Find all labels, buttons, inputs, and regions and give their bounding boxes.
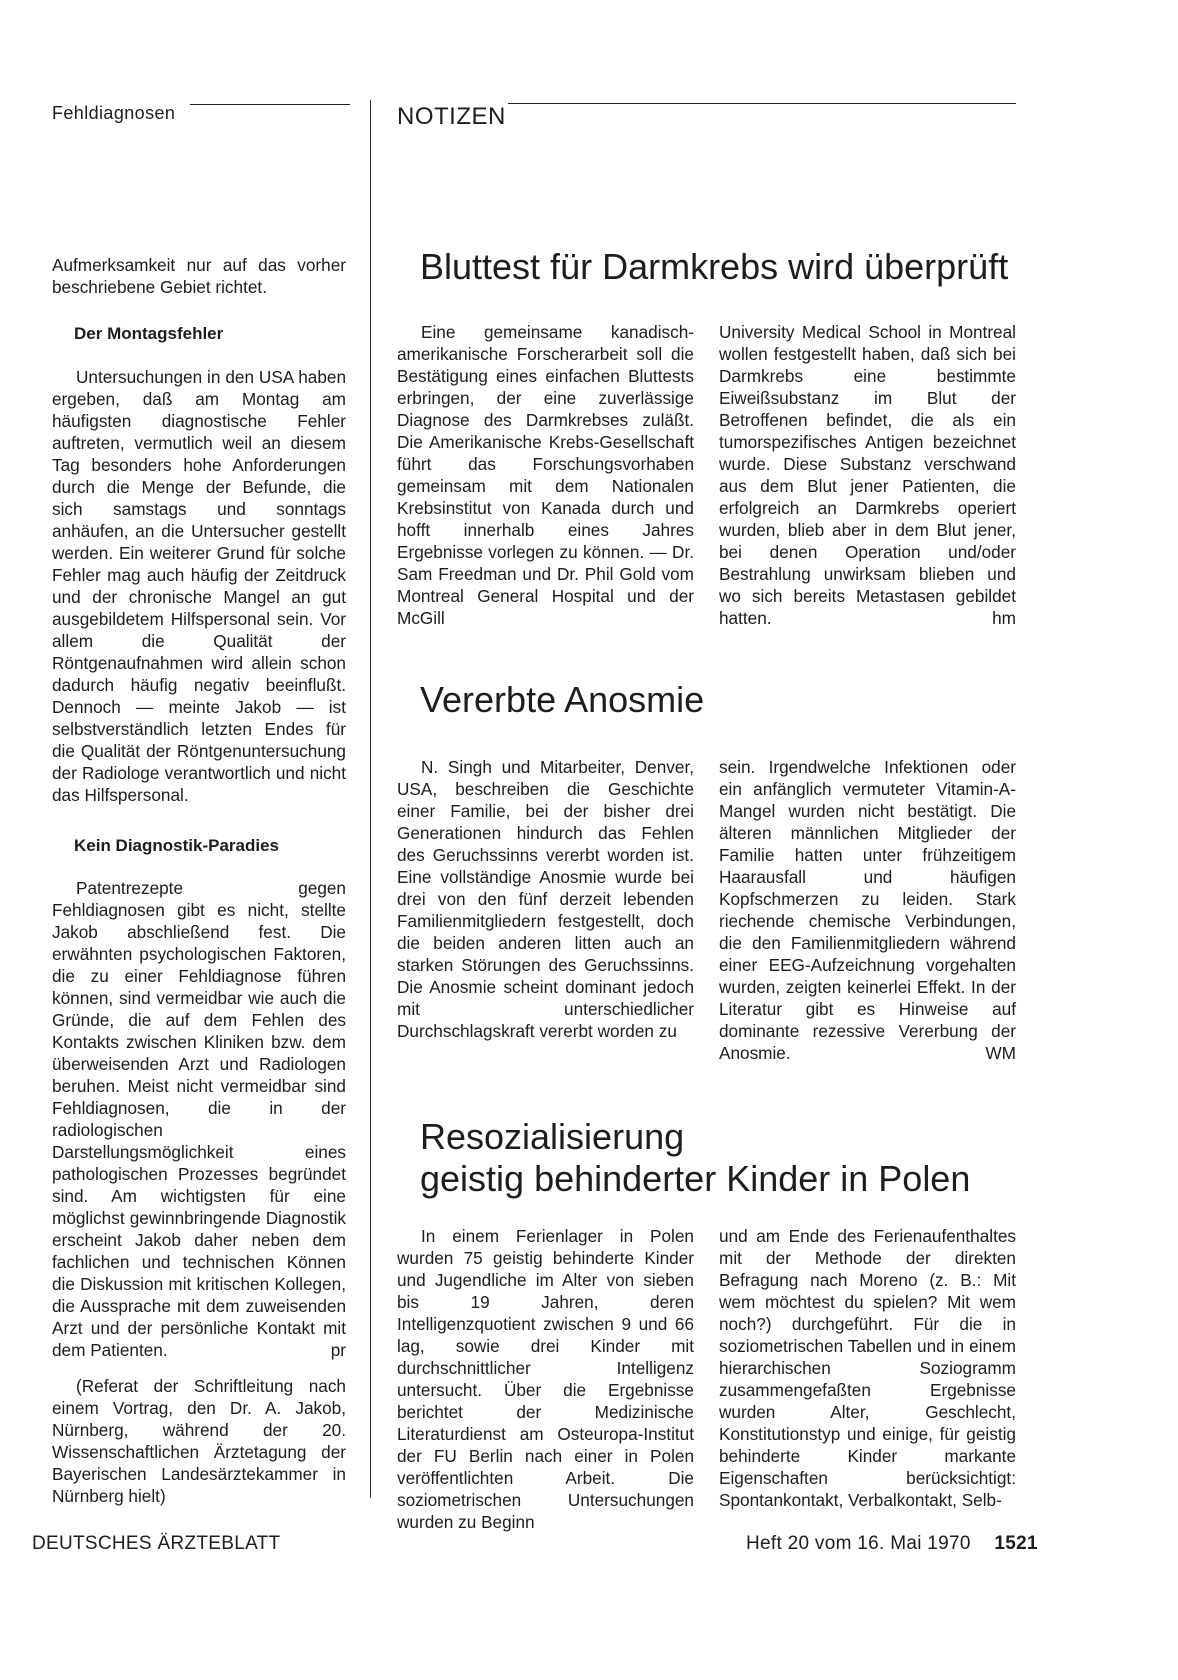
article2-col2 bbox=[719, 756, 1016, 1064]
column-divider bbox=[370, 100, 371, 1498]
section-label-rule bbox=[190, 104, 350, 105]
section-label: Fehldiagnosen bbox=[52, 103, 176, 123]
intro-text: Aufmerksamkeit nur auf das vorher beschriebene Gebiet richtet. bbox=[52, 255, 346, 297]
article1-headline: Bluttest für Darmkrebs wird überprüft bbox=[420, 246, 1009, 287]
footer-journal: DEUTSCHES ÄRZTEBLATT bbox=[32, 1533, 281, 1554]
article3-col1: In einem Ferienlager in Polen wurden 75 geistig behinderte Kinder und Jugendliche im Alter von sieben bis 19 Jahren, deren Intelligenzquotient zwischen 9 und 66 lag, sowie drei Kinder mit durchschnittlicher Intelligenz untersucht. Über die Ergebnisse berichtet der Medizinische Literaturdienst am Osteuropa-Institut der FU Berlin nach einer in Polen veröffentlichten Arbeit. Die soziometrischen Untersuchungen wurden zu Beginn bbox=[397, 1226, 694, 1532]
article1-col1: Eine gemeinsame kanadisch-amerikanische Forscherarbeit soll die Bestätigung eines einfachen Bluttests erbringen, der eine zuverlässige Diagnose des Darmkrebses zuläßt. Die Amerikanische Krebs-Gesellschaft führt das Forschungsvorhaben gemeinsam mit dem Nationalen Krebsinstitut von Kanada durch und hofft innerhalb eines Jahres Ergebnisse vorlegen zu können. — Dr. Sam Freedman und Dr. Phil Gold vom Montreal General Hospital und der McGill bbox=[397, 322, 694, 628]
article1-col2-text: University Medical School in Montreal wollen festgestellt haben, daß sich bei Darmkrebs eine bestimmte Eiweißsubstanz im Blut der Betroffenen befindet, die als ein tumorspezifisches Antigen bezeichnet wurde. Diese Substanz verschwand aus dem Blut jener Patienten, die erfolgreich an Darmkrebs operiert wurden, blieb aber in dem Blut jener, bei denen Operation und/oder Bestrahlung unwirksam blieben und wo sich bereits Metastasen gebildet hatten. bbox=[719, 322, 1016, 628]
section1-text: Untersuchungen in den USA haben ergeben, daß am Montag am häufigsten diagnostische Fehler auftreten, vermutlich weil an diesem Tag besonders hohe Anforderungen durch die Menge der Befunde, die sich samstags und sonntags anhäufen, an die Untersucher gestellt werden. Ein weiterer Grund für solche Fehler mag auch häufig der Zeitdruck und der chronische Mangel an gut ausgebildetem Hilfspersonal sein. Vor allem die Qualität der Röntgenaufnahmen wird allein schon dadurch häufig negativ beeinflußt. Dennoch — meinte Jakob — ist selbstverständlich letzten Endes für die Qualität der Röntgenuntersuchung der Radiologe verantwortlich und nicht das Hilfspersonal. bbox=[52, 367, 346, 805]
section2-body: Patentrezepte gegen Fehldiagnosen gibt es nicht, stellte Jakob abschließend fest. Die erwähnten psychologischen Faktoren, die zu einer Fehldiagnose führen können, sind vermeidbar wie auch die Gründe, die auf dem Fehlen des Kontakts zwischen Kliniken bzw. dem überweisenden Arzt und Radiologen beruhen. Meist nicht vermeidbar sind Fehldiagnosen, die in der radiologischen Darstellungsmöglichkeit eines pathologischen Prozesses begründet sind. Am wichtigsten für eine möglichst gewinnbringende Diagnostik erscheint Jakob daher neben dem fachlichen und technischen Können die Diskussion mit kritischen Kollegen, die Aussprache mit dem zuweisenden Arzt und der persönliche Kontakt mit dem Patienten. bbox=[52, 878, 346, 1360]
article1-col2 bbox=[719, 321, 1016, 629]
footer-issue bbox=[746, 1533, 1038, 1555]
notizen-rule bbox=[508, 103, 1016, 104]
section2-signature: pr bbox=[330, 1340, 346, 1360]
article3-headline-line1: Resozialisierung bbox=[420, 1116, 685, 1157]
section2-text bbox=[52, 877, 346, 1361]
section2-heading: Kein Diagnostik-Paradies bbox=[74, 836, 280, 855]
article2-headline: Vererbte Anosmie bbox=[420, 679, 705, 720]
article2-col1: N. Singh und Mitarbeiter, Denver, USA, beschreiben die Geschichte einer Familie, bei der bisher drei Generationen hindurch das Fehlen des Geruchssinns vererbt worden ist. Eine vollständige Anosmie wurde bei drei von den fünf derzeit lebenden Familienmitgliedern festgestellt, doch die beiden anderen litten auch an starken Störungen des Geruchssinns. Die Anosmie scheint dominant jedoch mit unterschiedlicher Durchschlagskraft vererbt worden zu bbox=[397, 757, 694, 1041]
article3-col2: und am Ende des Ferienaufenthaltes mit der Methode der direkten Befragung nach Moreno (z. B.: Mit wem möchtest du spielen? Mit wem noch?) durchgeführt. Für die in soziometrischen Tabellen und in einem hierarchischen Soziogramm zusammengefaßten Ergebnisse wurden Alter, Geschlecht, Konstitutionstyp und einige, für geistig behinderte Kinder markante Eigenschaften berücksichtigt: Spontankontakt, Verbalkontakt, Selb- bbox=[719, 1226, 1016, 1510]
article2-signature: WM bbox=[985, 1043, 1016, 1063]
article3-headline bbox=[420, 1116, 970, 1200]
article3-headline-line2: geistig behinderter Kinder in Polen bbox=[420, 1158, 971, 1199]
section1-heading: Der Montagsfehler bbox=[74, 324, 224, 343]
notizen-label: NOTIZEN bbox=[397, 103, 506, 130]
article2-col2-text: sein. Irgendwelche Infektionen oder ein anfänglich vermuteter Vitamin-A-Mangel wurden nicht bestätigt. Die älteren männlichen Mitglieder der Familie hatten unter frühzeitigem Haarausfall und häufigen Kopfschmerzen zu leiden. Stark riechende chemische Verbindungen, die den Familienmitgliedern während einer EEG-Aufzeichnung vorgehalten wurden, zeigten keinerlei Effekt. In der Literatur gibt es Hinweise auf dominante rezessive Vererbung der Anosmie. bbox=[719, 757, 1016, 1063]
page-number: 1521 bbox=[994, 1533, 1038, 1554]
reference-note: (Referat der Schriftleitung nach einem Vortrag, den Dr. A. Jakob, Nürnberg, während der 20. Wissenschaftlichen Ärztetagung der Bayerischen Landesärztekammer in Nürnberg hielt) bbox=[52, 1376, 346, 1506]
left-column bbox=[52, 254, 346, 1507]
footer-issue-text: Heft 20 vom 16. Mai 1970 bbox=[746, 1533, 971, 1554]
article1-signature: hm bbox=[992, 608, 1016, 628]
